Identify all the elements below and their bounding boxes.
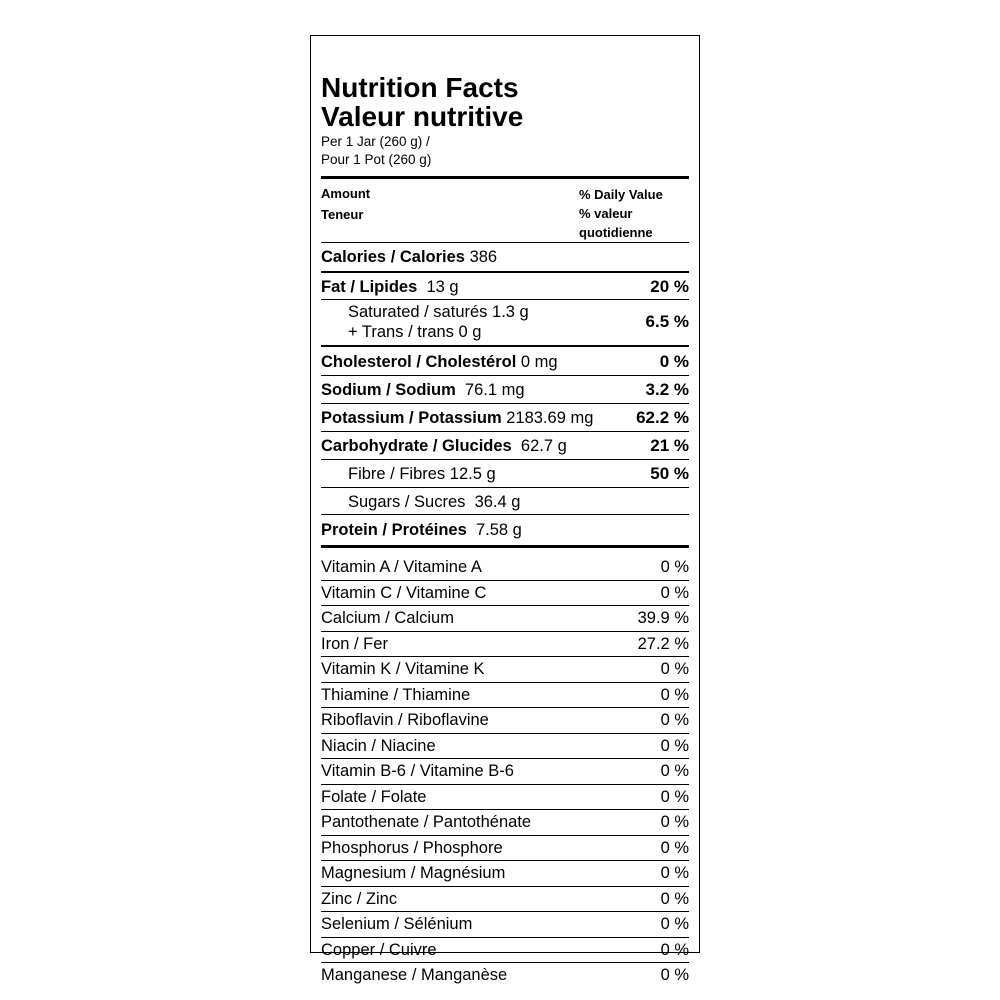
title-french: Valeur nutritive: [321, 101, 524, 132]
calories-row: [321, 243, 689, 271]
carbohydrate-dv: 21 %: [650, 436, 689, 455]
calories-label: Calories / Calories: [321, 248, 465, 266]
vitamin-name: Vitamin B-6 / Vitamine B-6: [321, 762, 514, 780]
vitamin-name: Vitamin C / Vitamine C: [321, 583, 487, 602]
daily-value-header: % Daily Value: [579, 187, 663, 202]
vitamin-row: [321, 836, 689, 862]
vitamin-row: [321, 785, 689, 811]
quotidienne-header: quotidienne: [579, 225, 653, 240]
saturated-label: Saturated / saturés: [348, 303, 488, 321]
divider: [321, 345, 689, 347]
vitamin-row: [321, 657, 689, 683]
cholesterol-row: [321, 348, 689, 376]
sodium-label: Sodium / Sodium: [321, 381, 456, 399]
sugars-amount: 36.4 g: [474, 493, 521, 511]
carbohydrate-label: Carbohydrate / Glucides: [321, 437, 512, 455]
amount-header: Amount: [321, 186, 371, 201]
protein-amount: 7.58 g: [475, 521, 522, 539]
vitamin-name: Selenium / Sélénium: [321, 915, 473, 933]
vitamin-row: [321, 938, 689, 964]
protein-row: [321, 516, 689, 544]
teneur-header: Teneur: [321, 207, 364, 222]
vitamin-dv: 0 %: [660, 762, 689, 780]
vitamin-dv: 0 %: [660, 558, 689, 576]
vitamin-dv: 0 %: [660, 915, 689, 933]
divider: [321, 514, 689, 515]
vitamin-row: [321, 708, 689, 734]
fat-row: [321, 273, 689, 301]
vitamin-dv: 0 %: [660, 813, 689, 831]
vitamin-name: Copper / Cuivre: [321, 940, 437, 959]
vitamin-row: [321, 606, 689, 632]
vitamin-name: Thiamine / Thiamine: [321, 685, 471, 704]
vitamin-name: Riboflavin / Riboflavine: [321, 711, 489, 729]
sodium-amount: 76.1 mg: [464, 381, 525, 399]
fibre-label: Fibre / Fibres: [348, 465, 446, 483]
vitamin-dv: 0 %: [660, 736, 689, 755]
potassium-amount: 2183.69 mg: [506, 409, 594, 427]
vitamin-row: [321, 759, 689, 785]
vitamin-dv: 0 %: [660, 660, 689, 678]
fat-amount: 13 g: [426, 278, 459, 296]
vitamin-name: Vitamin A / Vitamine A: [321, 558, 482, 576]
vitamin-dv: 0 %: [660, 583, 689, 602]
carbohydrate-row: [321, 432, 689, 460]
vitamin-dv: 0 %: [660, 940, 689, 959]
vitamin-row: [321, 861, 689, 887]
trans-amount: 0 g: [458, 323, 482, 341]
fibre-amount: 12.5 g: [449, 465, 496, 483]
vitamin-dv: 0 %: [660, 711, 689, 729]
fat-dv: 20 %: [650, 277, 689, 296]
vitamin-name: Niacin / Niacine: [321, 736, 436, 755]
sugars-row: [321, 488, 689, 516]
fat-label: Fat / Lipides: [321, 278, 418, 296]
vitamin-name: Iron / Fer: [321, 634, 388, 653]
title-english: Nutrition Facts: [321, 72, 519, 103]
label-content: [321, 36, 689, 984]
sugars-label: Sugars / Sucres: [348, 493, 466, 511]
vitamin-dv: 0 %: [660, 889, 689, 908]
valeur-header: % valeur: [579, 206, 633, 221]
calories-value: 386: [469, 248, 498, 266]
vitamin-name: Magnesium / Magnésium: [321, 864, 506, 882]
vitamin-row: [321, 887, 689, 913]
nutrition-facts-label: [310, 35, 700, 984]
vitamin-row: [321, 810, 689, 836]
vitamin-name: Pantothenate / Pantothénate: [321, 813, 532, 831]
vitamin-dv: 0 %: [660, 685, 689, 704]
cholesterol-dv: 0 %: [659, 352, 689, 371]
trans-label: + Trans / trans: [348, 323, 454, 341]
fibre-row: [321, 460, 689, 488]
sodium-row: [321, 376, 689, 404]
protein-label: Protein / Protéines: [321, 521, 467, 539]
saturated-trans-dv: 6.5 %: [645, 312, 689, 331]
vitamin-dv: 0 %: [660, 864, 689, 882]
divider-thick: [321, 545, 689, 548]
potassium-dv: 62.2 %: [636, 408, 689, 427]
cholesterol-label: Cholesterol / Cholestérol: [321, 353, 517, 371]
potassium-row: [321, 404, 689, 432]
cholesterol-amount: 0 mg: [520, 353, 558, 371]
vitamin-row: [321, 632, 689, 658]
vitamin-dv: 39.9 %: [637, 609, 689, 627]
vitamin-name: Vitamin K / Vitamine K: [321, 660, 485, 678]
vitamin-dv: 0 %: [660, 787, 689, 806]
divider-thick: [321, 176, 689, 179]
vitamin-row: [321, 963, 689, 989]
vitamin-dv: 0 %: [660, 838, 689, 857]
vitamin-name: Phosphorus / Phosphore: [321, 838, 503, 857]
potassium-label: Potassium / Potassium: [321, 409, 502, 427]
vitamin-row: [321, 555, 689, 581]
vitamin-dv: 27.2 %: [637, 634, 689, 653]
fibre-dv: 50 %: [650, 464, 689, 483]
vitamin-name: Folate / Folate: [321, 787, 427, 806]
serving-size-french: Pour 1 Pot (260 g): [321, 152, 432, 167]
saturated-amount: 1.3 g: [492, 303, 529, 321]
carbohydrate-amount: 62.7 g: [520, 437, 567, 455]
vitamin-name: Calcium / Calcium: [321, 609, 454, 627]
vitamin-row: [321, 581, 689, 607]
sodium-dv: 3.2 %: [645, 380, 689, 399]
serving-size-english: Per 1 Jar (260 g) /: [321, 134, 430, 149]
saturated-trans-row: [321, 299, 689, 345]
vitamin-row: [321, 912, 689, 938]
vitamin-name: Manganese / Manganèse: [321, 966, 508, 984]
vitamin-row: [321, 683, 689, 709]
vitamin-dv: 0 %: [660, 966, 689, 984]
vitamin-row: [321, 734, 689, 760]
vitamin-name: Zinc / Zinc: [321, 889, 398, 908]
